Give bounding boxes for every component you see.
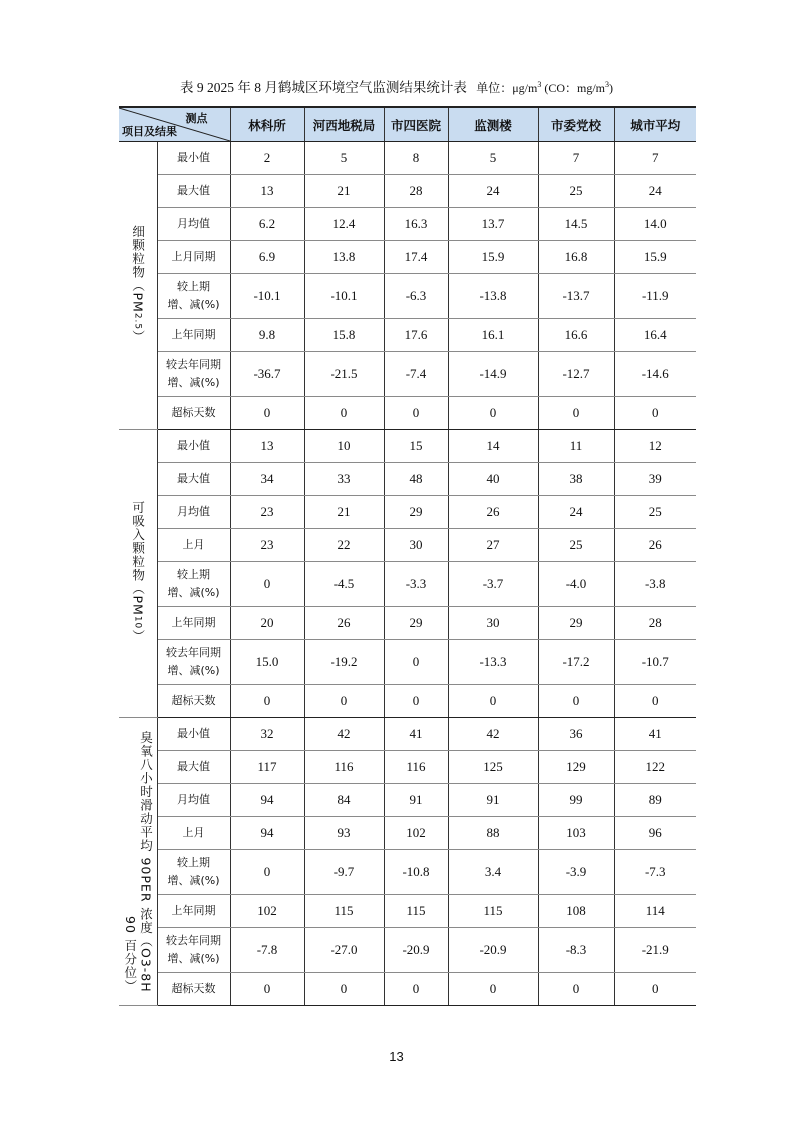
value-cell: 42 [448,718,538,751]
value-cell: -4.0 [538,562,614,607]
row-label: 最小值 [157,430,230,463]
table-row [119,751,696,784]
value-cell: -10.7 [614,640,696,685]
value-cell: 42 [304,718,384,751]
table-row [119,850,696,895]
value-cell: 24 [538,496,614,529]
row-label: 最大值 [157,751,230,784]
row-label: 较去年同期 增、减(%) [157,640,230,685]
table-title: 表 9 2025 年 8 月鹤城区环境空气监测结果统计表 [179,80,467,95]
table-row [119,352,696,397]
table-row [119,529,696,562]
pollutant-group-label [119,718,157,1006]
value-cell: 41 [614,718,696,751]
value-cell: 0 [304,685,384,718]
value-cell: 28 [614,607,696,640]
value-cell: 29 [384,607,448,640]
value-cell: -9.7 [304,850,384,895]
value-cell: 91 [448,784,538,817]
value-cell: 36 [538,718,614,751]
table-row [119,430,696,463]
table-row [119,142,696,175]
table-row [119,208,696,241]
value-cell: 25 [538,175,614,208]
table-row [119,817,696,850]
table-row [119,496,696,529]
value-cell: -13.3 [448,640,538,685]
value-cell: 84 [304,784,384,817]
value-cell: 24 [448,175,538,208]
row-label: 上年同期 [157,895,230,928]
value-cell: 15.9 [448,241,538,274]
value-cell: 39 [614,463,696,496]
table-row [119,319,696,352]
value-cell: -10.1 [304,274,384,319]
value-cell: 0 [448,973,538,1006]
air-quality-table [119,106,696,1006]
pollutant-group-label [119,142,157,430]
value-cell: 30 [448,607,538,640]
value-cell: 9.8 [230,319,304,352]
table-row [119,640,696,685]
value-cell: -27.0 [304,928,384,973]
row-label: 较上期 增、减(%) [157,562,230,607]
value-cell: 16.8 [538,241,614,274]
value-cell: 7 [538,142,614,175]
value-cell: 21 [304,496,384,529]
value-cell: 115 [384,895,448,928]
value-cell: 15.0 [230,640,304,685]
table-row [119,973,696,1006]
value-cell: 0 [538,973,614,1006]
value-cell: 14.0 [614,208,696,241]
value-cell: 0 [538,397,614,430]
value-cell: 12 [614,430,696,463]
value-cell: 5 [304,142,384,175]
value-cell: -14.6 [614,352,696,397]
row-label: 上月 [157,817,230,850]
value-cell: 0 [384,640,448,685]
value-cell: 26 [304,607,384,640]
value-cell: 17.6 [384,319,448,352]
header-station-label: 测点 [185,112,208,125]
value-cell: 6.9 [230,241,304,274]
row-label: 月均值 [157,496,230,529]
value-cell: 23 [230,496,304,529]
row-label: 较去年同期 增、减(%) [157,928,230,973]
value-cell: 48 [384,463,448,496]
value-cell: 11 [538,430,614,463]
value-cell: 33 [304,463,384,496]
value-cell: 0 [384,973,448,1006]
value-cell: 28 [384,175,448,208]
value-cell: 13.8 [304,241,384,274]
station-header: 市四医院 [384,107,448,142]
value-cell: 96 [614,817,696,850]
value-cell: 16.1 [448,319,538,352]
value-cell: 15 [384,430,448,463]
value-cell: -21.9 [614,928,696,973]
station-header: 市委党校 [538,107,614,142]
row-label: 上月 [157,529,230,562]
value-cell: -3.8 [614,562,696,607]
row-label: 超标天数 [157,973,230,1006]
row-label: 超标天数 [157,685,230,718]
value-cell: 0 [614,685,696,718]
value-cell: -20.9 [384,928,448,973]
value-cell: 30 [384,529,448,562]
value-cell: 22 [304,529,384,562]
pollutant-name: 臭氧八小时滑动平均 90PER 浓度（O3-8H [138,731,154,993]
value-cell: 99 [538,784,614,817]
row-label: 较去年同期 增、减(%) [157,352,230,397]
table-row [119,562,696,607]
value-cell: -36.7 [230,352,304,397]
value-cell: 103 [538,817,614,850]
row-label: 月均值 [157,784,230,817]
row-label: 超标天数 [157,397,230,430]
value-cell: 15.9 [614,241,696,274]
table-row [119,463,696,496]
table-row [119,685,696,718]
row-label: 最大值 [157,175,230,208]
row-label: 较上期 增、减(%) [157,274,230,319]
value-cell: 94 [230,784,304,817]
value-cell: 29 [538,607,614,640]
value-cell: -3.7 [448,562,538,607]
table-row [119,175,696,208]
value-cell: 94 [230,817,304,850]
table-row [119,784,696,817]
value-cell: -13.7 [538,274,614,319]
value-cell: 102 [384,817,448,850]
value-cell: -13.8 [448,274,538,319]
value-cell: -4.5 [304,562,384,607]
value-cell: -7.3 [614,850,696,895]
value-cell: 0 [384,685,448,718]
value-cell: -19.2 [304,640,384,685]
row-label: 最大值 [157,463,230,496]
value-cell: -20.9 [448,928,538,973]
value-cell: 2 [230,142,304,175]
value-cell: -17.2 [538,640,614,685]
header-item-label: 项目及结果 [122,125,177,138]
value-cell: 0 [230,973,304,1006]
value-cell: -10.1 [230,274,304,319]
row-label: 上年同期 [157,319,230,352]
value-cell: 41 [384,718,448,751]
table-caption [0,76,793,96]
value-cell: 0 [614,973,696,1006]
station-header: 城市平均 [614,107,696,142]
value-cell: 125 [448,751,538,784]
value-cell: -8.3 [538,928,614,973]
value-cell: -12.7 [538,352,614,397]
pollutant-name: 可吸入颗粒物（PM10） [130,501,146,643]
value-cell: 0 [384,397,448,430]
value-cell: -10.8 [384,850,448,895]
value-cell: -11.9 [614,274,696,319]
value-cell: 25 [614,496,696,529]
row-label: 较上期 增、减(%) [157,850,230,895]
value-cell: 21 [304,175,384,208]
station-header: 林科所 [230,107,304,142]
value-cell: 15.8 [304,319,384,352]
row-label: 最小值 [157,142,230,175]
table-row [119,397,696,430]
row-label: 月均值 [157,208,230,241]
value-cell: 93 [304,817,384,850]
value-cell: 0 [304,397,384,430]
row-label: 最小值 [157,718,230,751]
value-cell: 32 [230,718,304,751]
value-cell: 38 [538,463,614,496]
value-cell: 0 [448,685,538,718]
page-number: 13 [389,1049,404,1064]
table-row [119,928,696,973]
value-cell: 13 [230,430,304,463]
table-row [119,274,696,319]
value-cell: 114 [614,895,696,928]
value-cell: 26 [448,496,538,529]
table-row [119,607,696,640]
value-cell: 17.4 [384,241,448,274]
table-row [119,718,696,751]
value-cell: 29 [384,496,448,529]
value-cell: 88 [448,817,538,850]
value-cell: 20 [230,607,304,640]
pollutant-group-label [119,430,157,718]
table-row [119,895,696,928]
value-cell: 115 [304,895,384,928]
value-cell: 0 [230,850,304,895]
value-cell: -3.9 [538,850,614,895]
value-cell: 14.5 [538,208,614,241]
value-cell: 102 [230,895,304,928]
value-cell: 0 [304,973,384,1006]
value-cell: 27 [448,529,538,562]
value-cell: 3.4 [448,850,538,895]
value-cell: 0 [538,685,614,718]
value-cell: -21.5 [304,352,384,397]
row-label: 上月同期 [157,241,230,274]
value-cell: 26 [614,529,696,562]
table-unit: 单位：$\mu g/m^3$ (CO：$mg/m^3$) [476,80,614,95]
value-cell: 0 [448,397,538,430]
value-cell: 13 [230,175,304,208]
value-cell: 116 [304,751,384,784]
value-cell: -14.9 [448,352,538,397]
diagonal-header-cell [119,107,230,142]
value-cell: 8 [384,142,448,175]
value-cell: 91 [384,784,448,817]
value-cell: 23 [230,529,304,562]
value-cell: 10 [304,430,384,463]
value-cell: 115 [448,895,538,928]
value-cell: 117 [230,751,304,784]
value-cell: 129 [538,751,614,784]
value-cell: 0 [230,685,304,718]
value-cell: -3.3 [384,562,448,607]
value-cell: 116 [384,751,448,784]
value-cell: 16.6 [538,319,614,352]
pollutant-name-line2: 90 百分位） [122,915,138,993]
value-cell: 34 [230,463,304,496]
value-cell: 12.4 [304,208,384,241]
value-cell: 16.3 [384,208,448,241]
value-cell: -6.3 [384,274,448,319]
pollutant-name: 细颗粒物（PM2.5） [130,224,146,344]
station-header: 河西地税局 [304,107,384,142]
value-cell: 13.7 [448,208,538,241]
value-cell: -7.8 [230,928,304,973]
value-cell: 40 [448,463,538,496]
table-row [119,241,696,274]
table-body [119,142,696,1006]
value-cell: 108 [538,895,614,928]
value-cell: -7.4 [384,352,448,397]
row-label: 上年同期 [157,607,230,640]
value-cell: 14 [448,430,538,463]
value-cell: 24 [614,175,696,208]
value-cell: 122 [614,751,696,784]
value-cell: 0 [230,397,304,430]
value-cell: 5 [448,142,538,175]
value-cell: 7 [614,142,696,175]
value-cell: 6.2 [230,208,304,241]
value-cell: 16.4 [614,319,696,352]
value-cell: 25 [538,529,614,562]
station-header: 监测楼 [448,107,538,142]
value-cell: 0 [614,397,696,430]
value-cell: 89 [614,784,696,817]
value-cell: 0 [230,562,304,607]
